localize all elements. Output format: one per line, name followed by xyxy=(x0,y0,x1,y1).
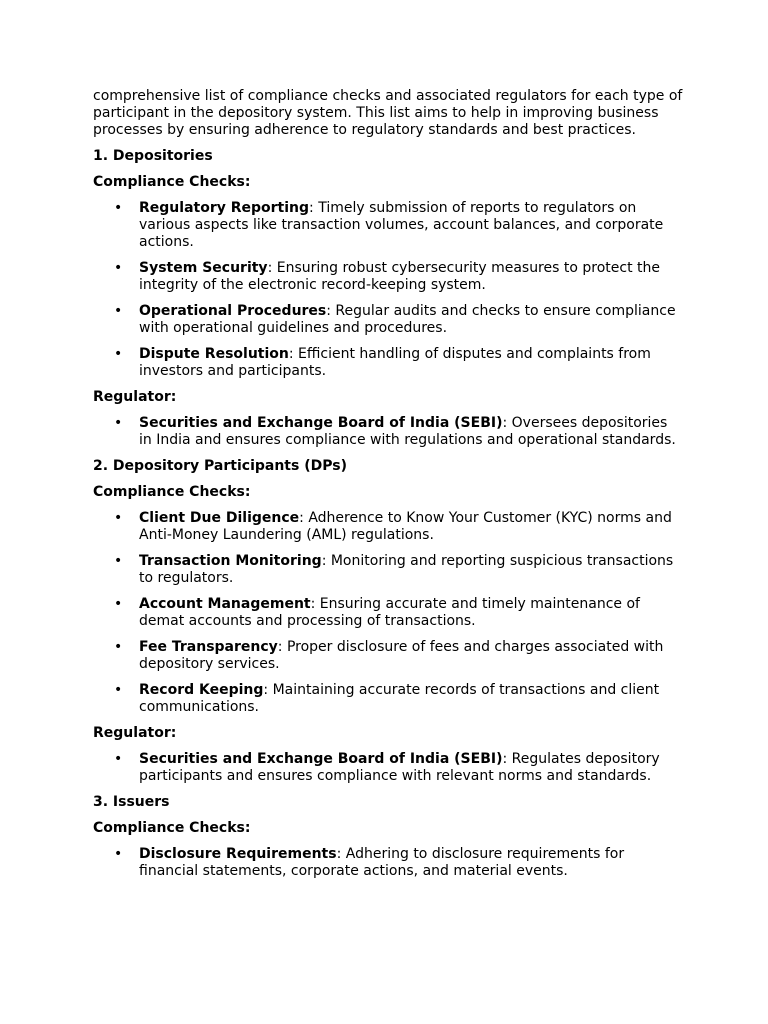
compliance-checks-list xyxy=(93,846,683,880)
item-term: Fee Transparency xyxy=(139,639,278,655)
item-description: : Regulates depository participants and ensures compliance with relevant norms and standards. xyxy=(139,751,660,784)
list-item xyxy=(93,682,683,716)
item-term: Client Due Diligence xyxy=(139,510,300,526)
item-term: Operational Procedures xyxy=(139,303,327,319)
list-item xyxy=(93,639,683,673)
item-description: : Monitoring and reporting suspicious transactions to regulators. xyxy=(139,553,674,586)
bullet-icon: • xyxy=(114,303,123,319)
bullet-icon: • xyxy=(114,639,123,655)
item-description: : Adhering to disclosure requirements for financial statements, corporate actions, and material events. xyxy=(139,846,625,879)
regulator-label: Regulator: xyxy=(93,725,177,741)
bullet-icon: • xyxy=(114,510,123,526)
item-description: : Proper disclosure of fees and charges associated with depository services. xyxy=(139,639,664,672)
regulator-list xyxy=(93,751,683,785)
regulator-list xyxy=(93,415,683,449)
item-term: Record Keeping xyxy=(139,682,264,698)
list-item xyxy=(93,260,683,294)
list-item xyxy=(93,346,683,380)
compliance-checks-label: Compliance Checks: xyxy=(93,820,251,836)
item-description: : Efficient handling of disputes and complaints from investors and participants. xyxy=(139,346,651,379)
list-item xyxy=(93,200,683,251)
bullet-icon: • xyxy=(114,682,123,698)
compliance-checks-label: Compliance Checks: xyxy=(93,174,251,190)
item-term: Transaction Monitoring xyxy=(139,553,322,569)
item-term: Securities and Exchange Board of India (SEBI) xyxy=(139,415,503,431)
item-term: Disclosure Requirements xyxy=(139,846,337,862)
item-term: System Security xyxy=(139,260,268,276)
bullet-icon: • xyxy=(114,553,123,569)
item-description: : Oversees depositories in India and ensures compliance with regulations and operational standards. xyxy=(139,415,676,448)
bullet-icon: • xyxy=(114,346,123,362)
bullet-icon: • xyxy=(114,260,123,276)
compliance-checks-list xyxy=(93,200,683,380)
regulator-label: Regulator: xyxy=(93,389,177,405)
bullet-icon: • xyxy=(114,751,123,767)
list-item xyxy=(93,415,683,449)
item-term: Account Management xyxy=(139,596,311,612)
item-description: : Ensuring accurate and timely maintenance of demat accounts and processing of transactions. xyxy=(139,596,640,629)
item-term: Securities and Exchange Board of India (SEBI) xyxy=(139,751,503,767)
bullet-icon: • xyxy=(114,200,123,216)
section-heading: 3. Issuers xyxy=(93,794,170,810)
list-item xyxy=(93,751,683,785)
item-description: : Adherence to Know Your Customer (KYC) norms and Anti-Money Laundering (AML) regulations. xyxy=(139,510,672,543)
item-term: Dispute Resolution xyxy=(139,346,289,362)
list-item xyxy=(93,510,683,544)
bullet-icon: • xyxy=(114,596,123,612)
list-item xyxy=(93,553,683,587)
section-heading: 1. Depositories xyxy=(93,148,213,164)
item-description: : Regular audits and checks to ensure compliance with operational guidelines and procedures. xyxy=(139,303,676,336)
section-heading: 2. Depository Participants (DPs) xyxy=(93,458,347,474)
list-item xyxy=(93,303,683,337)
compliance-checks-list xyxy=(93,510,683,716)
compliance-checks-label: Compliance Checks: xyxy=(93,484,251,500)
list-item xyxy=(93,846,683,880)
item-description: : Timely submission of reports to regulators on various aspects like transaction volumes, account balances, and corporate actions. xyxy=(139,200,664,250)
item-description: : Ensuring robust cybersecurity measures to protect the integrity of the electronic record-keeping system. xyxy=(139,260,660,293)
bullet-icon: • xyxy=(114,415,123,431)
document-page xyxy=(93,88,683,889)
item-description: : Maintaining accurate records of transactions and client communications. xyxy=(139,682,660,715)
item-term: Regulatory Reporting xyxy=(139,200,310,216)
intro-paragraph: comprehensive list of compliance checks and associated regulators for each type of participant in the depository system. This list aims to help in improving business processes by ensuring adherence to regulatory standards and best practices. xyxy=(93,88,683,138)
bullet-icon: • xyxy=(114,846,123,862)
list-item xyxy=(93,596,683,630)
